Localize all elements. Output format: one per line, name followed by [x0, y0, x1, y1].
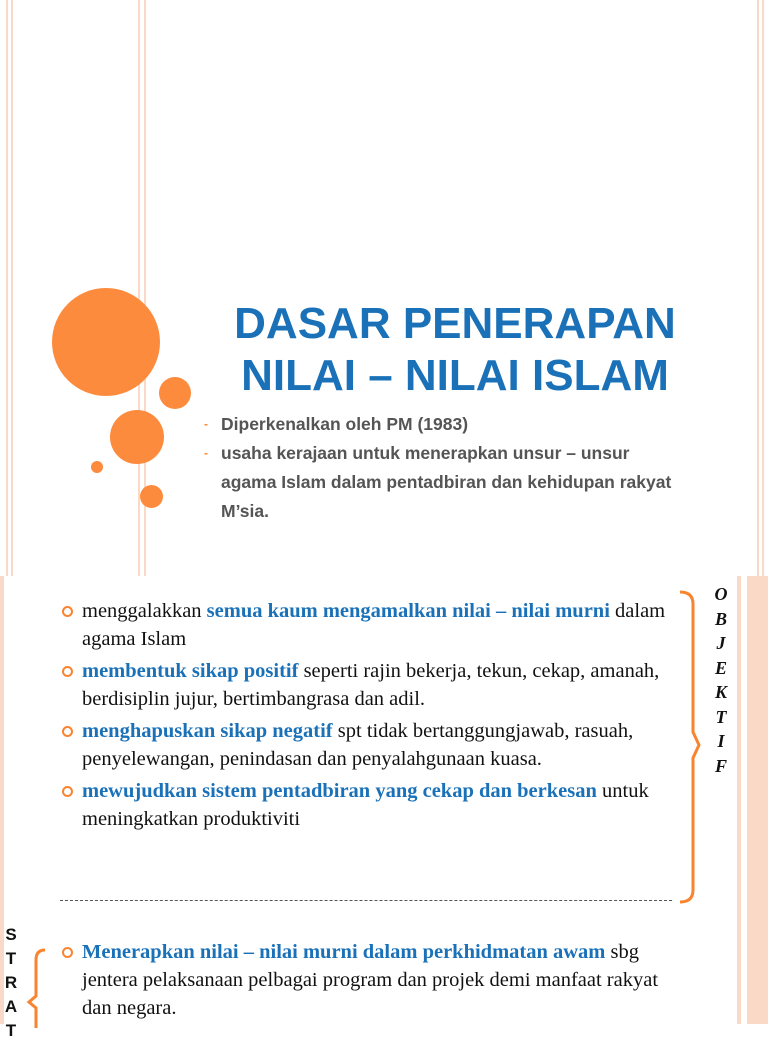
- list-item: [62, 717, 678, 773]
- label-letter: R: [4, 973, 18, 992]
- slide-2: [0, 576, 768, 1040]
- vertical-label-strategi: [0, 923, 22, 1043]
- decorative-bar: [737, 576, 741, 1024]
- intro-bullet: [204, 410, 684, 439]
- decorative-line: [11, 0, 13, 576]
- decorative-line: [762, 0, 764, 576]
- decorative-line: [6, 0, 8, 576]
- item-highlight: semua kaum mengamalkan nilai – nilai murni: [206, 600, 610, 622]
- label-letter: I: [717, 731, 725, 751]
- title-line-1: DASAR PENERAPAN: [234, 299, 676, 348]
- intro-bullet-text: Diperkenalkan oleh PM (1983): [221, 414, 469, 434]
- intro-bullet: [204, 439, 684, 526]
- list-item: [62, 777, 678, 833]
- circle-bullet-icon: [62, 947, 73, 958]
- decorative-bar: [747, 576, 768, 1024]
- vertical-label-objektif: [708, 582, 734, 778]
- list-item: [62, 657, 678, 713]
- slide-title: [210, 298, 700, 402]
- circle-bullet-icon: [62, 606, 73, 617]
- label-letter: T: [5, 949, 17, 968]
- decorative-circle: [140, 485, 163, 508]
- decorative-circle: [110, 410, 164, 464]
- item-text: sbg jentera pelaksanaan pelbagai program dan projek demi manfaat rakyat dan negara.: [82, 941, 659, 1019]
- right-brace-icon: [677, 590, 701, 906]
- item-highlight: mewujudkan sistem pentadbiran yang cekap dan berkesan: [82, 780, 597, 802]
- objectives-list: [62, 597, 678, 837]
- decorative-line: [757, 0, 759, 576]
- list-item: [62, 597, 678, 653]
- strategies-list: [62, 938, 678, 1026]
- label-letter: T: [715, 706, 727, 727]
- label-letter: K: [714, 682, 727, 702]
- decorative-circle-large: [52, 288, 160, 396]
- intro-bullets: [204, 410, 684, 526]
- item-text: untuk meningkatkan produktiviti: [82, 780, 649, 830]
- label-letter: S: [5, 925, 17, 944]
- item-highlight: menghapuskan sikap negatif: [82, 720, 333, 742]
- label-letter: F: [714, 755, 727, 776]
- left-brace-icon: [26, 948, 48, 1028]
- circle-bullet-icon: [62, 666, 73, 677]
- dash-bullet-icon: -: [204, 446, 208, 460]
- label-letter: T: [5, 1021, 17, 1040]
- item-highlight: membentuk sikap positif: [82, 660, 299, 682]
- item-text: dalam agama Islam: [82, 600, 666, 650]
- item-text: menggalakkan: [82, 600, 207, 622]
- title-line-2: NILAI – NILAI ISLAM: [241, 351, 669, 400]
- decorative-line: [138, 0, 140, 576]
- list-item: [62, 938, 678, 1022]
- label-letter: O: [714, 584, 728, 604]
- divider: [60, 900, 672, 901]
- intro-bullet-text: usaha kerajaan untuk menerapkan unsur – unsur agama Islam dalam pentadbiran dan kehidupan rakyat M’sia.: [221, 443, 672, 521]
- item-text: seperti rajin bekerja, tekun, cekap, amanah, berdisiplin jujur, bertimbangrasa dan adil.: [82, 660, 660, 710]
- label-letter: B: [714, 608, 727, 629]
- label-letter: J: [716, 633, 726, 653]
- item-highlight: Menerapkan nilai – nilai murni dalam perkhidmatan awam: [82, 941, 606, 963]
- decorative-circle: [159, 377, 191, 409]
- circle-bullet-icon: [62, 726, 73, 737]
- label-letter: E: [714, 657, 727, 678]
- label-letter: A: [4, 997, 18, 1016]
- circle-bullet-icon: [62, 786, 73, 797]
- decorative-circle-small: [91, 461, 103, 473]
- dash-bullet-icon: -: [204, 417, 208, 431]
- item-text: spt tidak bertanggungjawab, rasuah, penyelewangan, penindasan dan penyalahgunaan kuasa.: [82, 720, 634, 770]
